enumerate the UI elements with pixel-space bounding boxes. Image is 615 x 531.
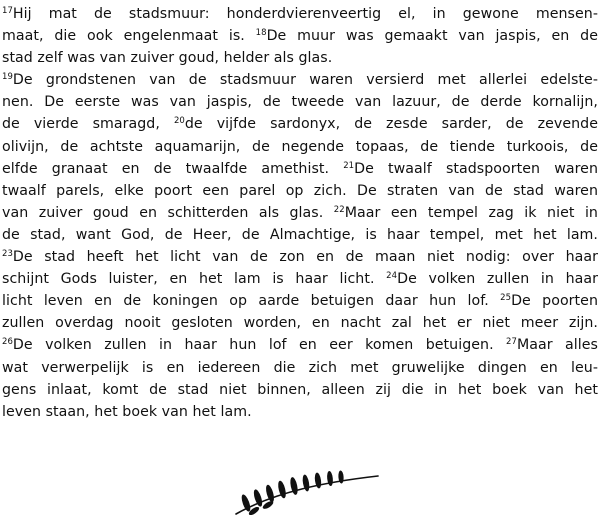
laurel-branch-icon xyxy=(230,470,382,518)
text-line: $^{26}$De volken zullen in haar hun lof en eer komen betuigen. $^{27}$Maar alles xyxy=(2,337,598,354)
text-line: de stad, want God, de Heer, de Almachtige, is haar tempel, met het lam. xyxy=(2,226,598,243)
verse-number: 18 xyxy=(255,28,267,39)
text-line: van zuiver goud en schitterden als glas. $^{22}$Maar een tempel zag ik niet in xyxy=(2,204,598,221)
verse-number: 22 xyxy=(333,204,345,215)
scripture-text xyxy=(2,3,598,423)
text-line: schijnt Gods luister, en het lam is haar licht. $^{24}$De volken zullen in haar xyxy=(2,271,598,288)
verse-number: 23 xyxy=(2,249,13,260)
text-line: gens inlaat, komt de stad niet binnen, alleen zij die in het boek van het xyxy=(2,381,598,398)
text-line: de vierde smaragd, $^{20}$de vijfde sardonyx, de zesde sarder, de zevende xyxy=(2,116,598,133)
verse-number: 19 xyxy=(2,72,13,83)
text-line: zullen overdag nooit gesloten worden, en nacht zal het er niet meer zijn. xyxy=(2,315,598,332)
verse-number: 17 xyxy=(2,6,13,16)
verse-number: 21 xyxy=(343,160,355,171)
verse-number: 26 xyxy=(2,337,13,348)
text-line: $^{17}$Hij mat de stadsmuur: honderdvierenveertig el, in gewone mensen- xyxy=(2,6,598,22)
text-line: $^{19}$De grondstenen van de stadsmuur waren versierd met allerlei edelste- xyxy=(2,72,598,89)
text-line: $^{23}$De stad heeft het licht van de zon en de maan niet nodig: over haar xyxy=(2,249,598,266)
verse-number: 25 xyxy=(500,293,512,304)
text-line: licht leven en de koningen op aarde betuigen daar hun lof. $^{25}$De poorten xyxy=(2,293,598,310)
text-line: leven staan, het boek van het lam. xyxy=(2,403,252,420)
text-line: olivijn, de achtste aquamarijn, de negende topaas, de tiende turkoois, de xyxy=(2,138,598,155)
verse-number: 20 xyxy=(173,116,185,127)
text-line: elfde granaat en de twaalfde amethist. $^{21}$De twaalf stadspoorten waren xyxy=(2,160,598,177)
verse-number: 24 xyxy=(386,271,398,282)
text-line: wat verwerpelijk is en iedereen die zich met gruwelijke dingen en leu- xyxy=(2,359,598,376)
text-line: nen. De eerste was van jaspis, de tweede van lazuur, de derde kornalijn, xyxy=(2,94,598,111)
text-line: twaalf parels, elke poort een parel op zich. De straten van de stad waren xyxy=(2,182,598,199)
text-line: stad zelf was van zuiver goud, helder als glas. xyxy=(2,50,333,67)
text-line: maat, die ook engelenmaat is. $^{18}$De muur was gemaakt van jaspis, en de xyxy=(2,28,598,45)
verse-number: 27 xyxy=(506,337,517,348)
